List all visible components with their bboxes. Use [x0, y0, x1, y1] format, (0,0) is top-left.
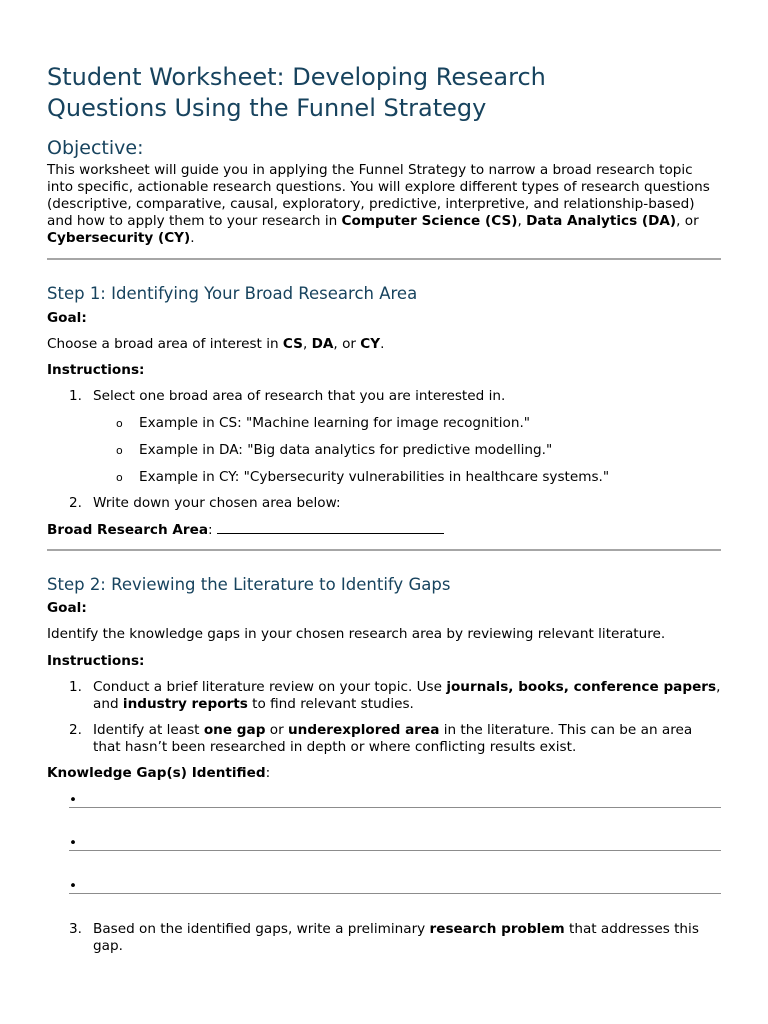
gap-blank-line [69, 807, 721, 808]
step1-goal-a: Choose a broad area of interest in [47, 336, 283, 352]
section-divider [47, 258, 721, 260]
step1-goal-cy: CY [360, 336, 381, 352]
step2-item-1 [47, 679, 721, 713]
objective-end: . [190, 230, 195, 246]
step1-item-2-text: Write down your chosen area below: [93, 495, 341, 511]
page-title [47, 62, 721, 124]
objective-cy: Cybersecurity (CY) [47, 230, 191, 246]
step2-item-2 [47, 722, 721, 756]
objective-heading: Objective: [47, 137, 144, 159]
knowledge-gap-line-1[interactable] [47, 792, 721, 835]
section-divider [47, 549, 721, 551]
step1-goal-sep2: , or [333, 336, 361, 352]
knowledge-gaps-label-text: Knowledge Gap(s) Identified [47, 765, 266, 781]
step1-example-cs [47, 415, 721, 432]
example-text: Example in CY: "Cybersecurity vulnerabilities in healthcare systems." [139, 469, 610, 485]
list-number: 2. [69, 722, 82, 738]
field-colon: : [208, 522, 213, 538]
step2-goal-label: Goal: [47, 600, 87, 616]
step2-heading: Step 2: Reviewing the Literature to Identify Gaps [47, 575, 451, 594]
bullet-dot: • [69, 835, 78, 851]
title-line-2: Questions Using the Funnel Strategy [47, 94, 487, 122]
step2-item-1-d: industry reports [122, 696, 248, 712]
step2-item-2-c: or [265, 722, 288, 738]
step1-item-2 [47, 495, 721, 512]
step1-goal-cs: CS [282, 336, 303, 352]
sub-bullet: o [116, 417, 123, 430]
gap-blank-line [69, 850, 721, 851]
step2-instructions-label: Instructions: [47, 653, 145, 669]
step1-example-da [47, 442, 721, 459]
broad-research-area-label: Broad Research Area [47, 522, 209, 538]
title-line-1: Student Worksheet: Developing Research [47, 63, 546, 91]
step1-heading: Step 1: Identifying Your Broad Research Area [47, 284, 418, 303]
step2-item-2-d: underexplored area [288, 722, 440, 738]
step2-item-2-a: Identify at least [93, 722, 204, 738]
sub-bullet: o [116, 444, 123, 457]
worksheet-page [47, 62, 721, 955]
step2-goal-text: Identify the knowledge gaps in your chosen research area by reviewing relevant literature. [47, 626, 666, 642]
example-text: Example in CS: "Machine learning for image recognition." [139, 415, 531, 431]
step1-goal-end: . [380, 336, 385, 352]
step2-item-1-c: , and [93, 679, 721, 712]
step2-item-2-b: one gap [203, 722, 266, 738]
step1-goal-text [47, 336, 721, 353]
step2-item-2-e: in the literature. This can be an area that hasn’t been researched in depth or where conflicting results exist. [93, 722, 693, 755]
step2-item-1-b: journals, books, conference papers [446, 679, 717, 695]
list-number: 3. [69, 921, 82, 937]
knowledge-gaps-label [47, 765, 721, 782]
gap-blank-line [69, 893, 721, 894]
sub-bullet: o [116, 471, 123, 484]
bullet-dot: • [69, 792, 78, 808]
step2-item-1-e: to find relevant studies. [247, 696, 414, 712]
step1-goal-sep1: , [302, 336, 312, 352]
list-number: 1. [69, 388, 82, 404]
broad-research-area-blank[interactable] [217, 521, 444, 534]
step1-instructions-label: Instructions: [47, 362, 145, 378]
example-text: Example in DA: "Big data analytics for predictive modelling." [139, 442, 553, 458]
step1-goal-label: Goal: [47, 310, 87, 326]
step2-item-3-b: research problem [429, 921, 565, 937]
objective-or: , or [676, 213, 699, 229]
list-number: 1. [69, 679, 82, 695]
broad-research-area-field [47, 521, 721, 539]
step1-example-cy [47, 469, 721, 486]
step2-item-1-a: Conduct a brief literature review on your topic. Use [93, 679, 447, 695]
knowledge-gap-line-3[interactable] [47, 878, 721, 921]
list-number: 2. [69, 495, 82, 511]
objective-text-body: This worksheet will guide you in applying the Funnel Strategy to narrow a broad research topic into specific, actionable research questions. You will explore different types of research questions (descriptive, comparative, causal, exploratory, predictive, interpretive, and relationship-based) and how to apply them to your research in [47, 162, 710, 229]
step1-item-1 [47, 388, 721, 405]
step1-goal-da: DA [311, 336, 334, 352]
step1-item-1-text: Select one broad area of research that you are interested in. [93, 388, 506, 404]
objective-text [47, 162, 721, 247]
objective-da: Data Analytics (DA) [526, 213, 677, 229]
step2-item-3 [47, 921, 721, 955]
objective-cs: Computer Science (CS) [341, 213, 518, 229]
gaps-colon: : [265, 765, 271, 781]
bullet-dot: • [69, 878, 78, 894]
step2-item-3-a: Based on the identified gaps, write a preliminary [93, 921, 430, 937]
knowledge-gap-line-2[interactable] [47, 835, 721, 878]
step2-item-3-c: that addresses this gap. [93, 921, 699, 954]
objective-comma: , [517, 213, 522, 229]
